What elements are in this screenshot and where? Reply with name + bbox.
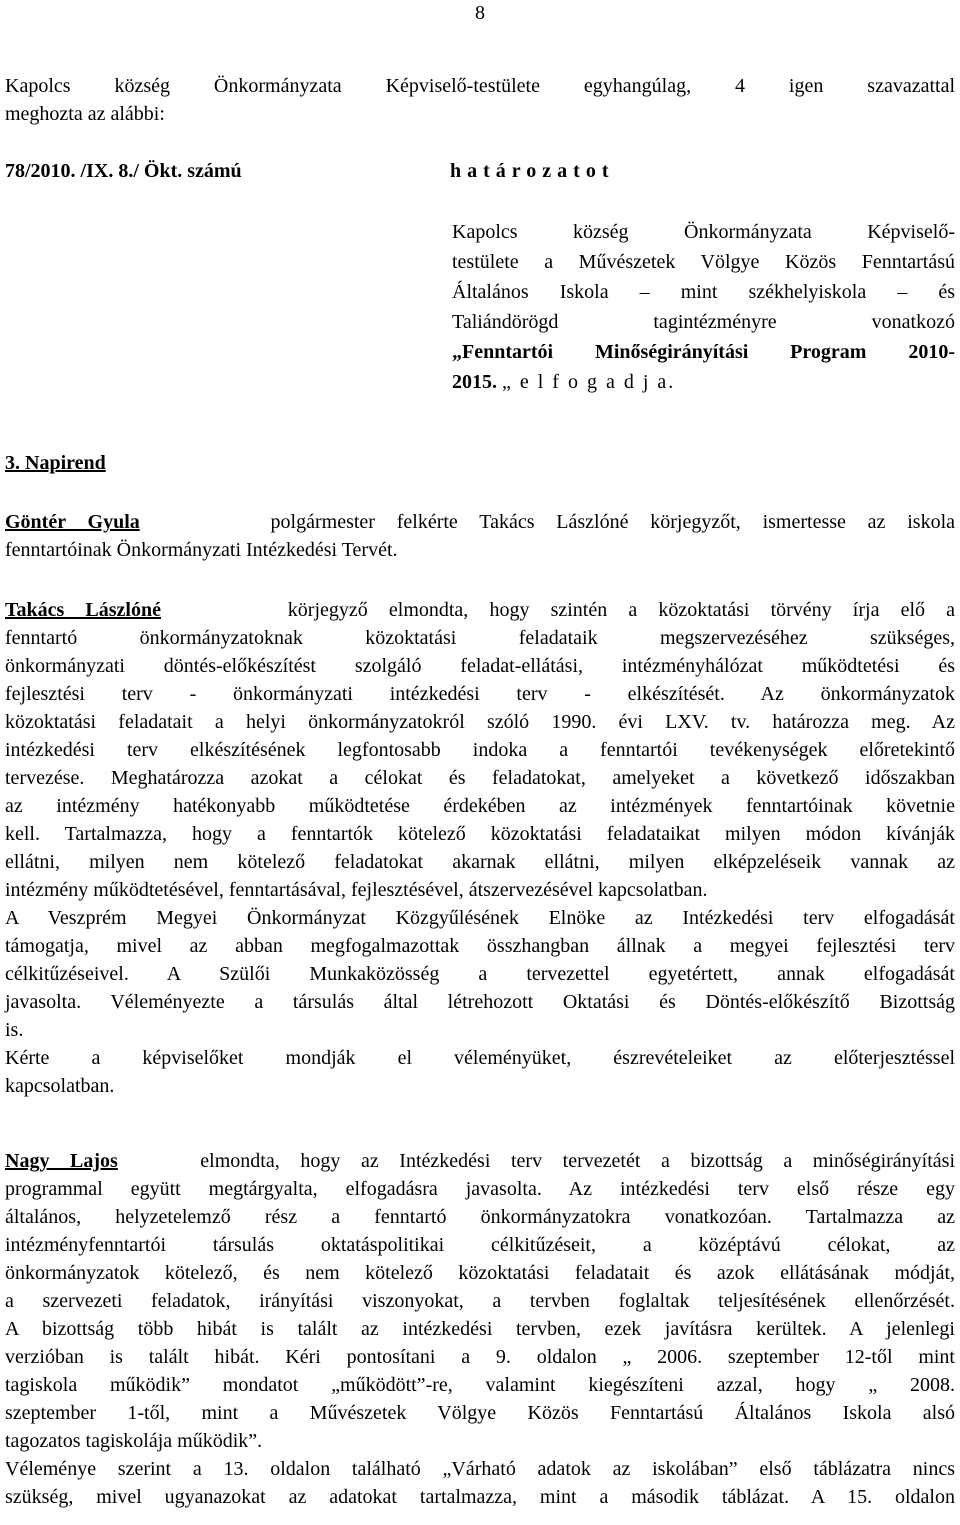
text-line [5,596,955,624]
text-line: programmal együtt megtárgyalta, elfogadásra javasolta. Az intézkedési terv első része egy [5,1178,955,1200]
text-line: intézmény működtetésével, fenntartásával, fejlesztésével, átszervezésével kapcsolatban. [5,879,708,901]
text-line: Véleménye szerint a 13. oldalon található „Várható adatok az iskolában” első táblázatra nincs [5,1458,955,1480]
text-line: intézményfenntartói társulás oktatáspolitikai célkitűzéseit, a középtávú célokat, az [5,1234,955,1256]
program-title-line: „Fenntartói Minőségirányítási Program 2010- [452,341,955,363]
speaker-name: Göntér Gyula [5,511,140,533]
text-line: célkitűzéseivel. A Szülői Munkaközösség a tervezettel egyetértett, annak elfogadását [5,963,955,985]
text-line [452,367,955,397]
speaker-name: Takács Lászlóné [5,599,161,621]
text-line: kapcsolatban. [5,1075,115,1097]
text-line: fejlesztési terv - önkormányzati intézkedési terv - elkészítését. Az önkormányzatok [5,683,955,705]
text-line: verzióban is talált hibát. Kéri pontosítani a 9. oldalon „ 2006. szeptember 12-től mint [5,1346,955,1368]
text-line [5,508,955,536]
text-line: az intézmény hatékonyabb működtetése érdekében az intézmények fenntartóinak követnie [5,795,955,817]
text-line: közoktatási feladatait a helyi önkormányzatokról szóló 1990. évi LXV. tv. határozza meg. Az [5,711,955,733]
text-line: fenntartó önkormányzatoknak közoktatási feladataik megszervezéséhez szükséges, [5,627,955,649]
text-line: Taliándörögd tagintézményre vonatkozó [452,311,955,333]
text-line: szeptember 1-től, mint a Művészetek Völgye Közös Fenntartású Általános Iskola alsó [5,1402,955,1424]
text-line: meghozta az alábbi: [5,103,165,125]
text-line: önkormányzati döntés-előkészítést szolgáló feladat-ellátási, intézményhálózat működtetési és [5,655,955,677]
text-line: általános, helyzetelemző rész a fenntartó önkormányzatokra vonatkozóan. Tartalmazza az [5,1206,955,1228]
text-line: szükség, mivel ugyanazokat az adatokat tartalmazza, mint a második táblázat. A 15. oldalon [5,1486,955,1508]
text-line: A Veszprém Megyei Önkormányzat Közgyűlésének Elnöke az Intézkedési terv elfogadását [5,907,955,929]
text-line: kell. Tartalmazza, hogy a fenntartók kötelező közoktatási feladataikat milyen módon kívánják [5,823,955,845]
resolution-title: h a t á r o z a t o t [450,160,609,182]
text-line: Kapolcs község Önkormányzata Képviselő-testülete egyhangúlag, 4 igen szavazattal [5,75,955,97]
paragraph-takacs [5,596,955,1100]
text-line: a szervezeti feladatok, irányítási viszonyokat, a tervben foglaltak teljesítésének ellenőrzését. [5,1290,955,1312]
text-span: elmondta, hogy az Intézkedési terv tervezetét a bizottság a minőségirányítási [200,1150,956,1172]
text-line [5,1147,955,1175]
agenda-heading: 3. Napirend [5,452,106,474]
resolution-body [452,217,955,397]
paragraph-nagy [5,1147,955,1511]
resolution-number: 78/2010. /IX. 8./ Ökt. számú [5,160,242,182]
text-line: testülete a Művészetek Völgye Közös Fenntartású [452,251,955,273]
text-line: támogatja, mivel az abban megfogalmazottak összhangban állnak a megyei fejlesztési terv [5,935,955,957]
text-line: tagozatos tagiskolája működik”. [5,1430,263,1452]
text-line: fenntartóinak Önkormányzati Intézkedési Tervét. [5,539,398,561]
text-line: tervezése. Meghatározza azokat a célokat és feladatokat, amelyeket a következő időszakban [5,767,955,789]
intro-paragraph [5,72,955,128]
text-line: Általános Iskola – mint székhelyiskola – és [452,281,955,303]
text-line: A bizottság több hibát is talált az intézkedési tervben, ezek javításra kerültek. A jelenlegi [5,1318,955,1340]
paragraph-gonter [5,508,955,564]
text-span: polgármester felkérte Takács Lászlóné körjegyzőt, ismertesse az iskola [270,511,956,533]
program-year: 2015. [452,371,497,393]
text-line: is. [5,1019,24,1041]
text-line: ellátni, milyen nem kötelező feladatokat akarnak ellátni, milyen elképzeléseik vannak az [5,851,955,873]
text-span: körjegyző elmondta, hogy szintén a közoktatási törvény írja elő a [287,599,956,621]
text-line: Kérte a képviselőket mondják el véleményüket, észrevételeiket az előterjesztéssel [5,1047,955,1069]
page-number: 8 [475,2,485,24]
text-line: javasolta. Véleményezte a társulás által létrehozott Oktatási és Döntés-előkészítő Bizottság [5,991,955,1013]
text-line: tagiskola működik” mondatot „működött”-re, valamint kiegészíteni azzal, hogy „ 2008. [5,1374,955,1396]
text-line: intézkedési terv elkészítésének legfontosabb indoka a fenntartói tevékenységek előretekintő [5,739,955,761]
speaker-name: Nagy Lajos [5,1150,118,1172]
decision-word: „ e l f o g a d j a. [502,371,676,393]
text-line: Kapolcs község Önkormányzata Képviselő- [452,221,955,243]
text-line: önkormányzatok kötelező, és nem kötelező közoktatási feladatait és azok ellátásának módját, [5,1262,955,1284]
